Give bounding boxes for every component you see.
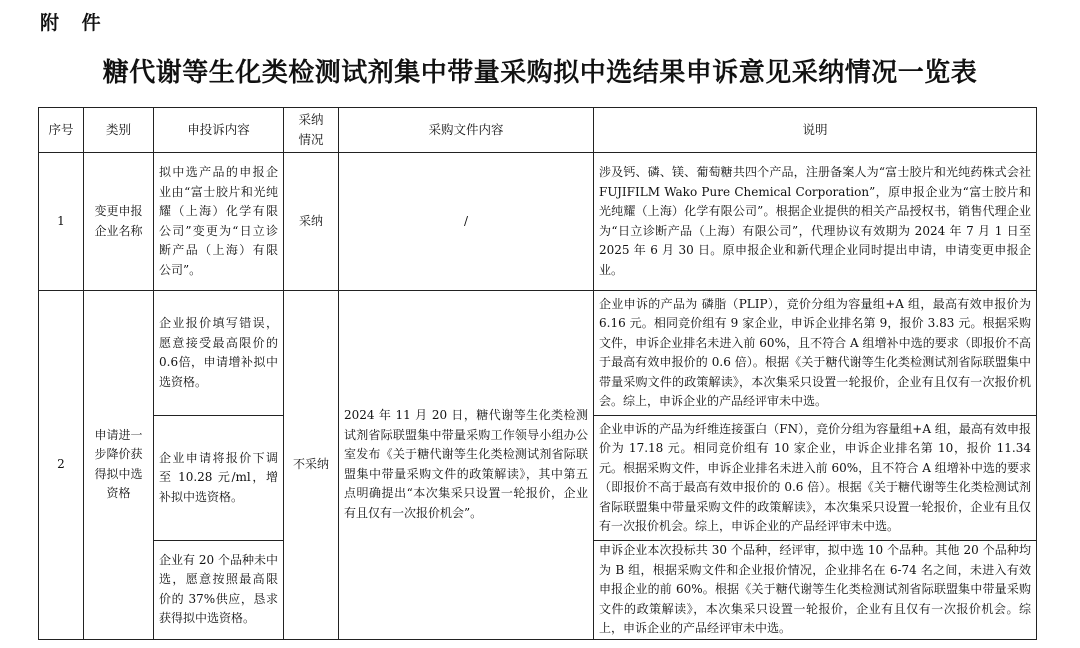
col-header-adoption: 采纳情况 <box>284 108 339 153</box>
table-row <box>39 153 1037 291</box>
adoption-cell: 不采纳 <box>284 291 339 640</box>
col-header-complaint: 申投诉内容 <box>154 108 284 153</box>
adoption-cell: 采纳 <box>284 153 339 291</box>
complaint-cell: 拟中选产品的申报企业由“富士胶片和光纯耀（上海）化学有限公司”变更为“日立诊断产品（上海）有限公司”。 <box>154 153 284 291</box>
col-header-seq: 序号 <box>39 108 84 153</box>
complaint-cell: 企业报价填写错误，愿意接受最高限价的 0.6倍，申请增补拟中选资格。 <box>154 291 284 416</box>
seq-cell: 1 <box>39 153 84 291</box>
complaint-cell: 企业申请将报价下调至 10.28 元/ml，增补拟中选资格。 <box>154 416 284 541</box>
doc-content-cell: / <box>339 153 594 291</box>
col-header-doc-content: 采购文件内容 <box>339 108 594 153</box>
explanation-cell: 申诉企业本次投标共 30 个品种，经评审，拟中选 10 个品种。其他 20 个品种均为 B 组，根据采购文件和企业报价情况，企业排名在 6-74 名之间，未进入有效申报企业的前 60%。根据《关于糖代谢等生化类检测试剂省际联盟集中带量采购文件的政策解读》，本次集采只设置一轮报价，企业有且仅有一次报价机会。综上，申诉企业的产品经评审未中选。 <box>594 541 1037 640</box>
complaint-cell: 企业有 20 个品种未中选，愿意按照最高限价的 37%供应，恳求获得拟中选资格。 <box>154 541 284 640</box>
doc-content-cell: 2024 年 11 月 20 日，糖代谢等生化类检测试剂省际联盟集中带量采购工作领导小组办公室发布《关于糖代谢等生化类检测试剂省际联盟集中带量采购文件的政策解读》，其中第五点明确提出“本次集采只设置一轮报价，企业有且仅有一次报价机会”。 <box>339 291 594 640</box>
col-header-explanation: 说明 <box>594 108 1037 153</box>
explanation-cell: 企业申诉的产品为 磷脂（PLIP），竞价分组为容量组+A 组，最高有效申报价为 6.16 元。相同竞价组有 9 家企业，申诉企业排名第 9，报价 3.83 元。根据采购文件，申诉企业排名未进入前 60%，且不符合 A 组增补中选的要求（即报价不高于最高有效申报价的 0.6 倍）。根据《关于糖代谢等生化类检测试剂省际联盟集中带量采购文件的政策解读》，本次集采只设置一轮报价，企业有且仅有一次报价机会。综上，申诉企业的产品经评审未中选。 <box>594 291 1037 416</box>
attachment-label: 附 件 <box>40 12 109 34</box>
col-header-category: 类别 <box>84 108 154 153</box>
category-cell: 申请进一步降价获得拟中选资格 <box>84 291 154 640</box>
seq-cell: 2 <box>39 291 84 640</box>
table-row <box>39 291 1037 416</box>
table-header-row <box>39 108 1037 153</box>
page-title: 糖代谢等生化类检测试剂集中带量采购拟中选结果申诉意见采纳情况一览表 <box>102 58 978 88</box>
appeal-table <box>38 107 1037 640</box>
explanation-cell: 企业申诉的产品为纤维连接蛋白（FN），竞价分组为容量组+A 组，最高有效申报价为 17.18 元。相同竞价组有 10 家企业，申诉企业排名第 10，报价 11.34 元。根据采购文件，申诉企业排名未进入前 60%，且不符合 A 组增补中选的要求（即报价不高于最高有效申报价的 0.6 倍）。根据《关于糖代谢等生化类检测试剂省际联盟集中带量采购文件的政策解读》，本次集采只设置一轮报价，企业有且仅有一次报价机会。综上，申诉企业的产品经评审未中选。 <box>594 416 1037 541</box>
category-cell: 变更申报企业名称 <box>84 153 154 291</box>
explanation-cell: 涉及钙、磷、镁、葡萄糖共四个产品，注册备案人为“富士胶片和光纯药株式会社 FUJIFILM Wako Pure Chemical Corporation”，原申报企业为“富士胶片和光纯耀（上海）化学有限公司”。根据企业提供的相关产品授权书，销售代理企业为“日立诊断产品（上海）有限公司”，代理协议有效期为 2024 年 7 月 1 日至 2025 年 6 月 30 日。原申报企业和新代理企业同时提出申请，申请变更申报企业。 <box>594 153 1037 291</box>
